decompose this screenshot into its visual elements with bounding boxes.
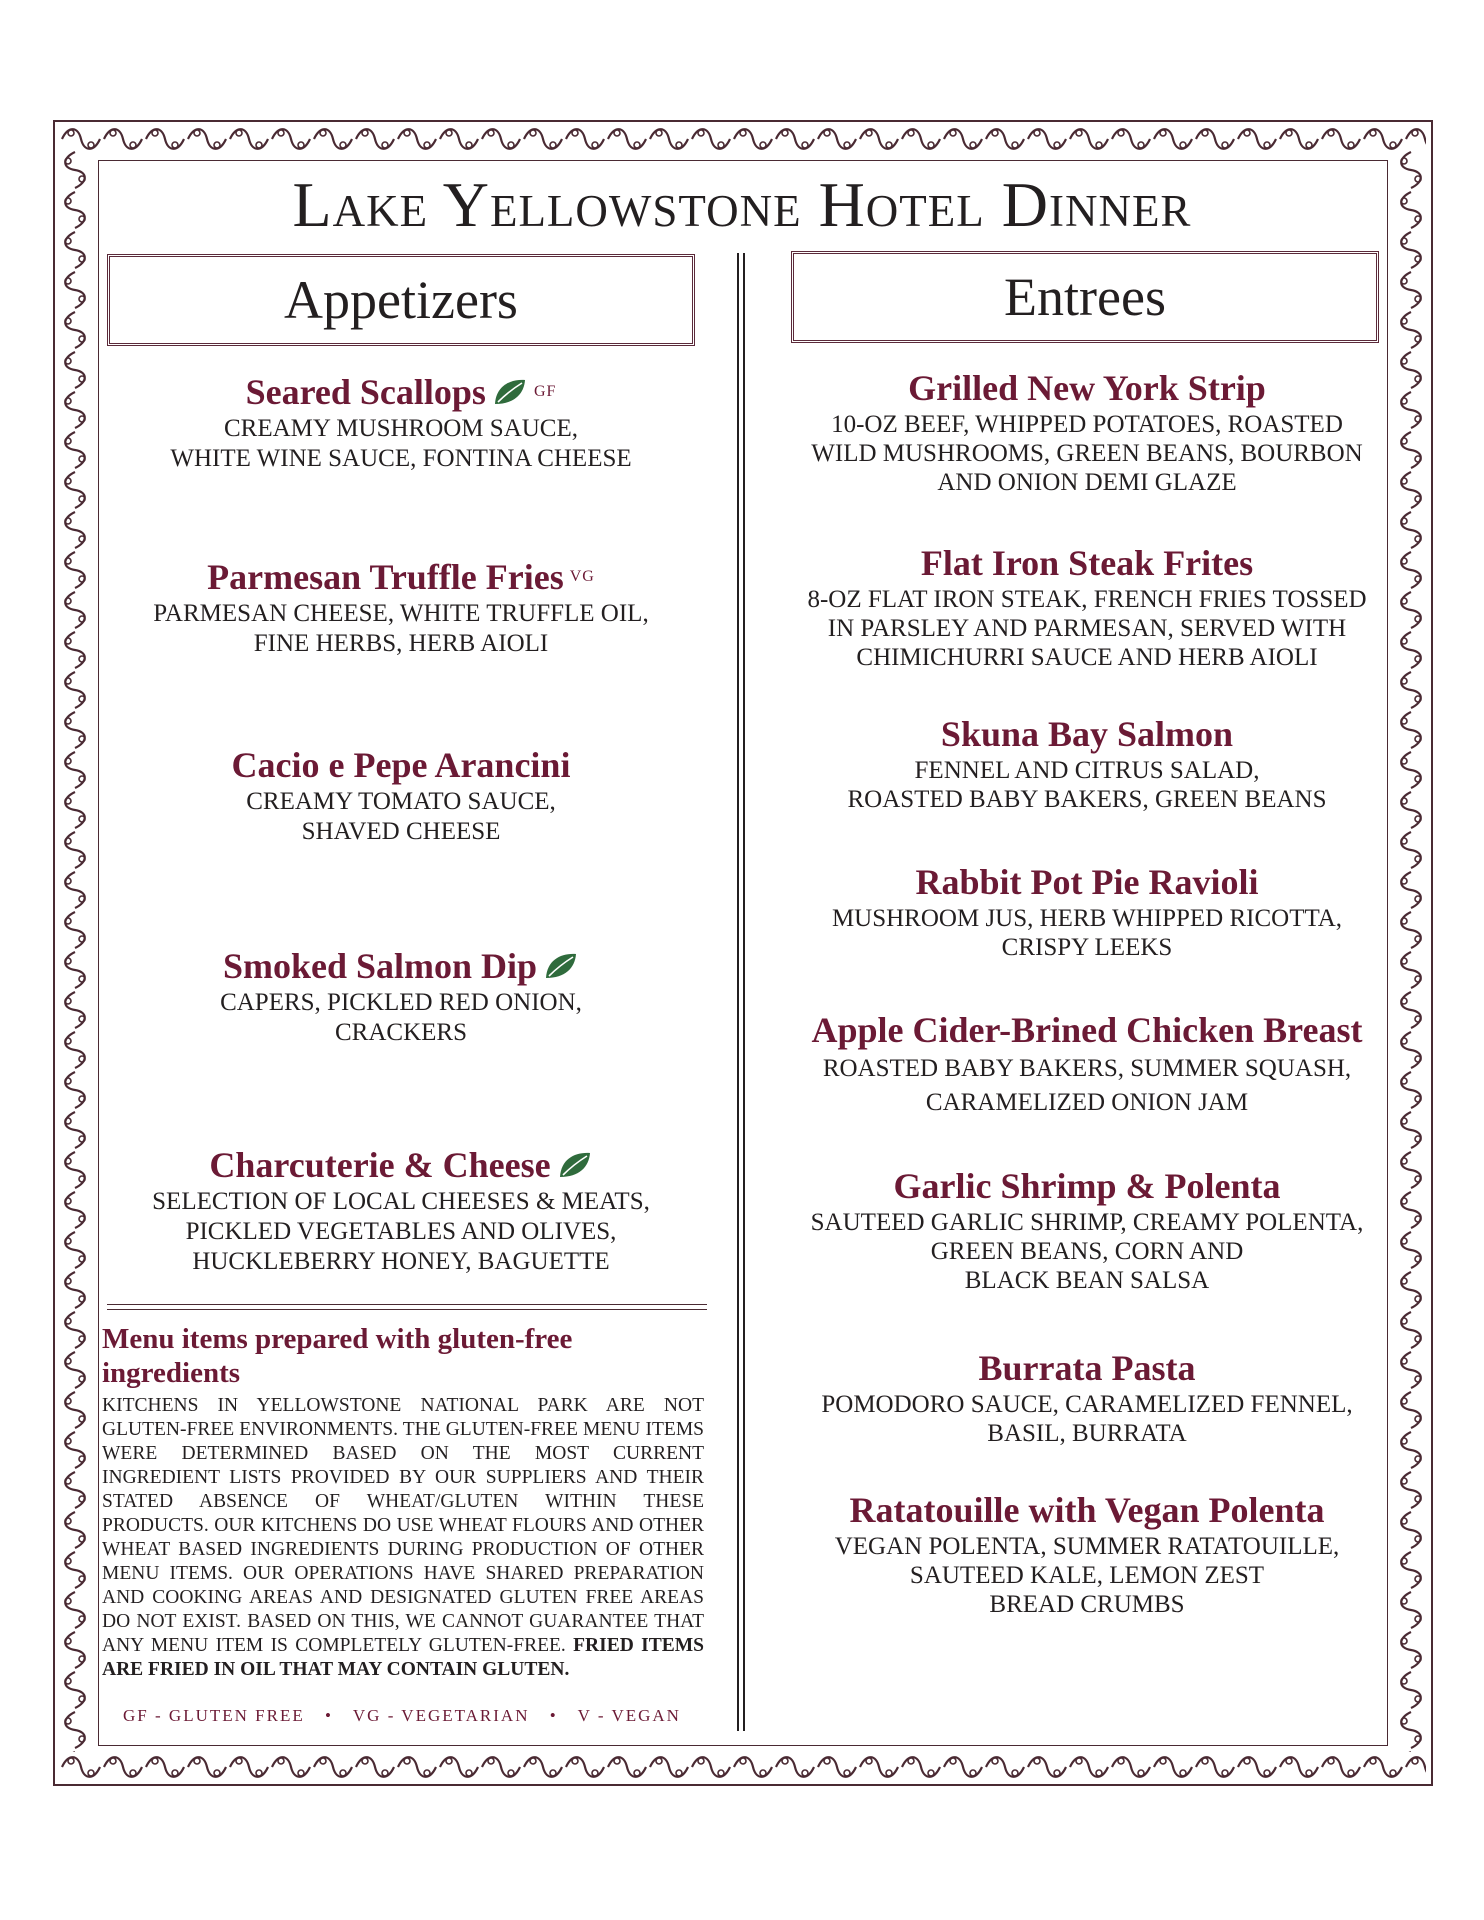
- entree-item: [790, 368, 1384, 497]
- item-description-line: PARMESAN CHEESE, WHITE TRUFFLE OIL,: [153, 600, 649, 627]
- item-name: Skuna Bay Salmon: [940, 714, 1234, 754]
- appetizers-heading: Appetizers: [107, 254, 695, 346]
- entree-item: [790, 714, 1384, 814]
- item-description-line: ROASTED BABY BAKERS, GREEN BEANS: [847, 786, 1327, 813]
- appetizer-item: [107, 372, 695, 474]
- item-description-line: CHIMICHURRI SAUCE AND HERB AIOLI: [856, 644, 1318, 671]
- item-name: Apple Cider-Brined Chicken Breast: [811, 1010, 1363, 1050]
- leaf-icon: [557, 1149, 593, 1181]
- item-description-line: FENNEL AND CITRUS SALAD,: [914, 757, 1260, 784]
- item-name: Parmesan Truffle Fries: [207, 557, 564, 597]
- item-description-line: BLACK BEAN SALSA: [964, 1267, 1210, 1294]
- leaf-icon: [543, 950, 579, 982]
- item-name: Charcuterie & Cheese: [209, 1145, 551, 1185]
- appetizer-item: [107, 557, 695, 659]
- item-description-line: IN PARSLEY AND PARMESAN, SERVED WITH: [827, 615, 1347, 642]
- item-name: Cacio e Pepe Arancini: [231, 745, 571, 785]
- menu-title: Lake Yellowstone Hotel Dinner: [292, 169, 1192, 240]
- gluten-notice-fried-warning: FRIED ITEMS ARE FRIED IN OIL THAT MAY CONTAIN GLUTEN.: [102, 1635, 704, 1680]
- legend-separator: •: [549, 1706, 558, 1725]
- entrees-heading: Entrees: [791, 251, 1379, 343]
- dietary-legend: [102, 1706, 702, 1726]
- item-description-line: SHAVED CHEESE: [301, 818, 501, 845]
- item-description-line: POMODORO SAUCE, CARAMELIZED FENNEL,: [821, 1391, 1353, 1418]
- gluten-notice-text: KITCHENS IN YELLOWSTONE NATIONAL PARK ARE NOT GLUTEN-FREE ENVIRONMENTS. THE GLUTEN-FREE MENU ITEMS WERE DETERMINED BASED ON THE MOST CURRENT INGREDIENT LISTS PROVIDED BY OUR SUPPLIERS AND THEIR STATED ABSENCE OF WHEAT/GLUTEN WITHIN THESE PRODUCTS. OUR KITCHENS DO USE WHEAT FLOURS AND OTHER WHEAT BASED INGREDIENTS DURING PRODUCTION OF OTHER MENU ITEMS. OUR OPERATIONS HAVE SHARED PREPARATION AND COOKING AREAS AND DESIGNATED GLUTEN FREE AREAS DO NOT EXIST. BASED ON THIS, WE CANNOT GUARANTEE THAT ANY MENU ITEM IS COMPLETELY GLUTEN-FREE.: [102, 1395, 704, 1656]
- item-description-line: CAPERS, PICKLED RED ONION,: [220, 989, 582, 1016]
- item-name: Seared Scallops: [245, 372, 486, 412]
- item-name: Ratatouille with Vegan Polenta: [849, 1490, 1325, 1530]
- item-description-line: MUSHROOM JUS, HERB WHIPPED RICOTTA,: [831, 905, 1343, 932]
- gluten-notice-body: [102, 1394, 704, 1682]
- scroll-ornament-left: [58, 150, 92, 1752]
- item-description-line: SAUTEED GARLIC SHRIMP, CREAMY POLENTA,: [810, 1209, 1364, 1236]
- entree-item: [790, 543, 1384, 672]
- item-description-line: 8-OZ FLAT IRON STEAK, FRENCH FRIES TOSSED: [807, 586, 1367, 613]
- entree-item: [790, 1166, 1384, 1295]
- entree-item: [790, 1490, 1384, 1619]
- item-description-line: CREAMY MUSHROOM SAUCE,: [224, 415, 578, 442]
- appetizer-item: [107, 1145, 695, 1277]
- item-description-line: 10-OZ BEEF, WHIPPED POTATOES, ROASTED: [831, 411, 1343, 438]
- legend-vg: VG - VEGETARIAN: [352, 1706, 530, 1725]
- item-description-line: WHITE WINE SAUCE, FONTINA CHEESE: [170, 445, 632, 472]
- item-name: Rabbit Pot Pie Ravioli: [915, 862, 1259, 902]
- scroll-ornament-bottom: [60, 1752, 1426, 1782]
- item-name: Garlic Shrimp & Polenta: [893, 1166, 1281, 1206]
- item-description-line: HUCKLEBERRY HONEY, BAGUETTE: [192, 1248, 610, 1275]
- item-description-line: SAUTEED KALE, LEMON ZEST: [909, 1562, 1265, 1589]
- item-description-line: CARAMELIZED ONION JAM: [925, 1089, 1249, 1116]
- legend-separator: •: [324, 1706, 333, 1725]
- legend-v: V - VEGAN: [577, 1706, 681, 1725]
- item-description-line: FINE HERBS, HERB AIOLI: [253, 630, 549, 657]
- item-description-line: CRISPY LEEKS: [1001, 934, 1173, 961]
- item-description-line: CREAMY TOMATO SAUCE,: [246, 788, 556, 815]
- scroll-ornament-right: [1394, 150, 1428, 1752]
- item-description-line: PICKLED VEGETABLES AND OLIVES,: [185, 1218, 617, 1245]
- entree-item: [790, 862, 1384, 962]
- gluten-notice: [102, 1322, 704, 1682]
- entree-item: [790, 1010, 1384, 1120]
- entree-item: [790, 1348, 1384, 1448]
- appetizer-item: [107, 946, 695, 1048]
- item-description-line: CRACKERS: [335, 1019, 467, 1046]
- item-description-line: ROASTED BABY BAKERS, SUMMER SQUASH,: [822, 1055, 1352, 1082]
- item-name: Flat Iron Steak Frites: [920, 543, 1254, 583]
- dietary-tag: GF: [533, 383, 557, 400]
- legend-gf: GF - GLUTEN FREE: [123, 1706, 305, 1725]
- item-description-line: VEGAN POLENTA, SUMMER RATATOUILLE,: [834, 1533, 1340, 1560]
- gluten-notice-heading: Menu items prepared with gluten-free ingredients: [102, 1323, 573, 1389]
- item-description-line: BREAD CRUMBS: [989, 1591, 1185, 1618]
- item-name: Grilled New York Strip: [908, 368, 1266, 408]
- dietary-tag: VG: [569, 568, 595, 585]
- item-description-line: AND ONION DEMI GLAZE: [937, 469, 1237, 496]
- item-name: Burrata Pasta: [978, 1348, 1196, 1388]
- item-description-line: GREEN BEANS, CORN AND: [930, 1238, 1244, 1265]
- leaf-icon: [492, 376, 528, 408]
- column-divider: [737, 253, 745, 1731]
- notice-divider: [107, 1304, 707, 1310]
- appetizer-item: [107, 745, 695, 847]
- scroll-ornament-top: [60, 124, 1426, 154]
- item-description-line: SELECTION OF LOCAL CHEESES & MEATS,: [152, 1188, 650, 1215]
- item-name: Smoked Salmon Dip: [222, 946, 538, 986]
- item-description-line: WILD MUSHROOMS, GREEN BEANS, BOURBON: [811, 440, 1363, 467]
- item-description-line: BASIL, BURRATA: [987, 1420, 1187, 1447]
